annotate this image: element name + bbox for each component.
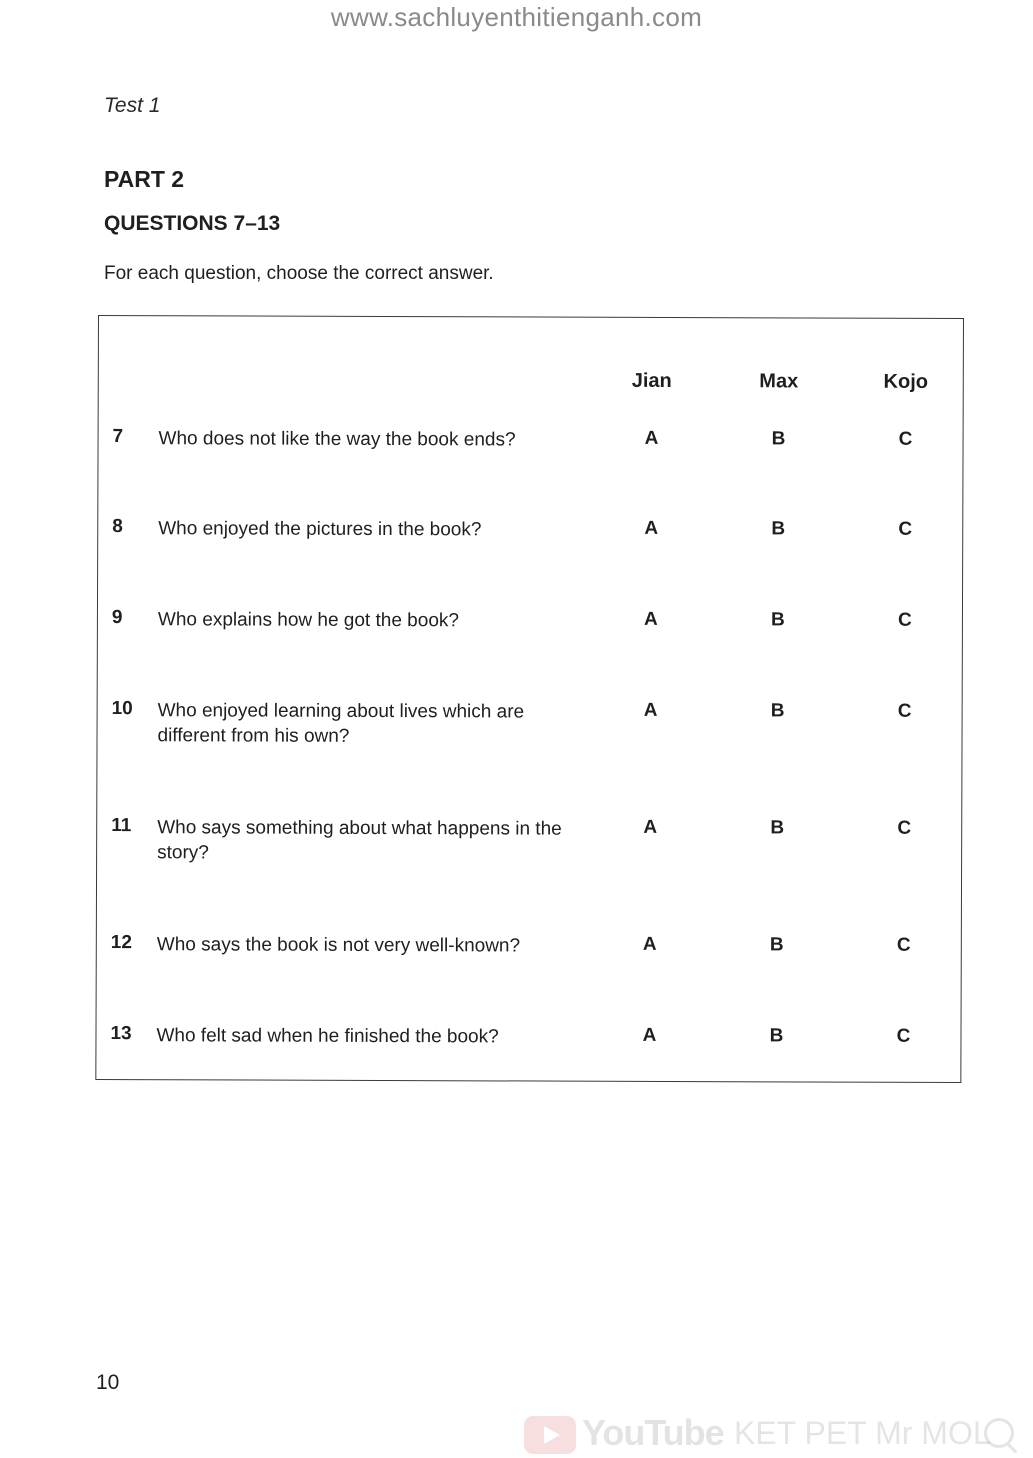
- question-row: [97, 1023, 961, 1048]
- option-b[interactable]: B: [769, 934, 784, 956]
- part-title: PART 2: [104, 166, 185, 192]
- option-c[interactable]: C: [898, 518, 913, 540]
- question-row: [98, 607, 962, 632]
- option-a[interactable]: A: [644, 608, 658, 630]
- youtube-logo: [524, 1412, 724, 1456]
- option-b[interactable]: B: [771, 518, 786, 540]
- question-number: 11: [111, 815, 132, 837]
- question-row: [98, 516, 962, 541]
- question-text: Who enjoyed the pictures in the book?: [158, 518, 482, 541]
- question-number: 10: [111, 698, 133, 720]
- option-c[interactable]: C: [896, 1025, 911, 1047]
- questions-title: QUESTIONS 7–13: [104, 212, 281, 235]
- questions-table: [95, 315, 964, 1083]
- question-text: Who says something about what happens in the story?: [157, 817, 562, 864]
- option-a[interactable]: A: [644, 517, 659, 539]
- question-number: 12: [110, 932, 132, 954]
- option-b[interactable]: B: [771, 609, 785, 631]
- option-b[interactable]: B: [770, 700, 785, 722]
- question-number: 9: [111, 607, 123, 629]
- column-header-kojo: Kojo: [883, 370, 929, 393]
- column-header-max: Max: [759, 370, 799, 393]
- instruction-text: For each question, choose the correct answer.: [104, 263, 494, 284]
- question-number: 8: [112, 516, 123, 538]
- option-a[interactable]: A: [642, 1024, 657, 1046]
- page-number: 10: [96, 1371, 120, 1394]
- question-text: Who says the book is not very well-known?: [156, 934, 521, 957]
- search-icon: [984, 1418, 1014, 1448]
- option-b[interactable]: B: [769, 1025, 784, 1047]
- option-a[interactable]: A: [643, 816, 658, 838]
- test-label: Test 1: [104, 94, 161, 117]
- option-a[interactable]: A: [643, 699, 658, 721]
- question-row: [97, 815, 961, 864]
- question-text: Who felt sad when he finished the book?: [156, 1025, 499, 1048]
- option-c[interactable]: C: [897, 700, 912, 722]
- youtube-play-icon: [524, 1416, 576, 1454]
- question-text: Who enjoyed learning about lives which are different from his own?: [157, 700, 525, 747]
- question-number: 13: [110, 1023, 132, 1045]
- option-c[interactable]: C: [897, 817, 912, 839]
- question-number: 7: [112, 426, 124, 448]
- watermark-url: www.sachluyenthitienganh.com: [330, 2, 703, 32]
- channel-name: KET PET Mr MOL: [734, 1415, 991, 1451]
- option-c[interactable]: C: [896, 934, 911, 956]
- option-a[interactable]: A: [642, 933, 657, 955]
- question-text: Who explains how he got the book?: [157, 609, 460, 632]
- youtube-logo-text: YouTube: [582, 1412, 724, 1453]
- question-row: [98, 698, 962, 747]
- question-text: Who does not like the way the book ends?: [158, 428, 516, 451]
- question-row: [99, 426, 963, 451]
- option-c[interactable]: C: [898, 609, 912, 631]
- option-c[interactable]: C: [898, 428, 913, 450]
- column-header-jian: Jian: [631, 369, 672, 393]
- question-row: [97, 932, 961, 957]
- option-b[interactable]: B: [771, 428, 786, 450]
- option-b[interactable]: B: [770, 817, 785, 839]
- option-a[interactable]: A: [644, 427, 659, 449]
